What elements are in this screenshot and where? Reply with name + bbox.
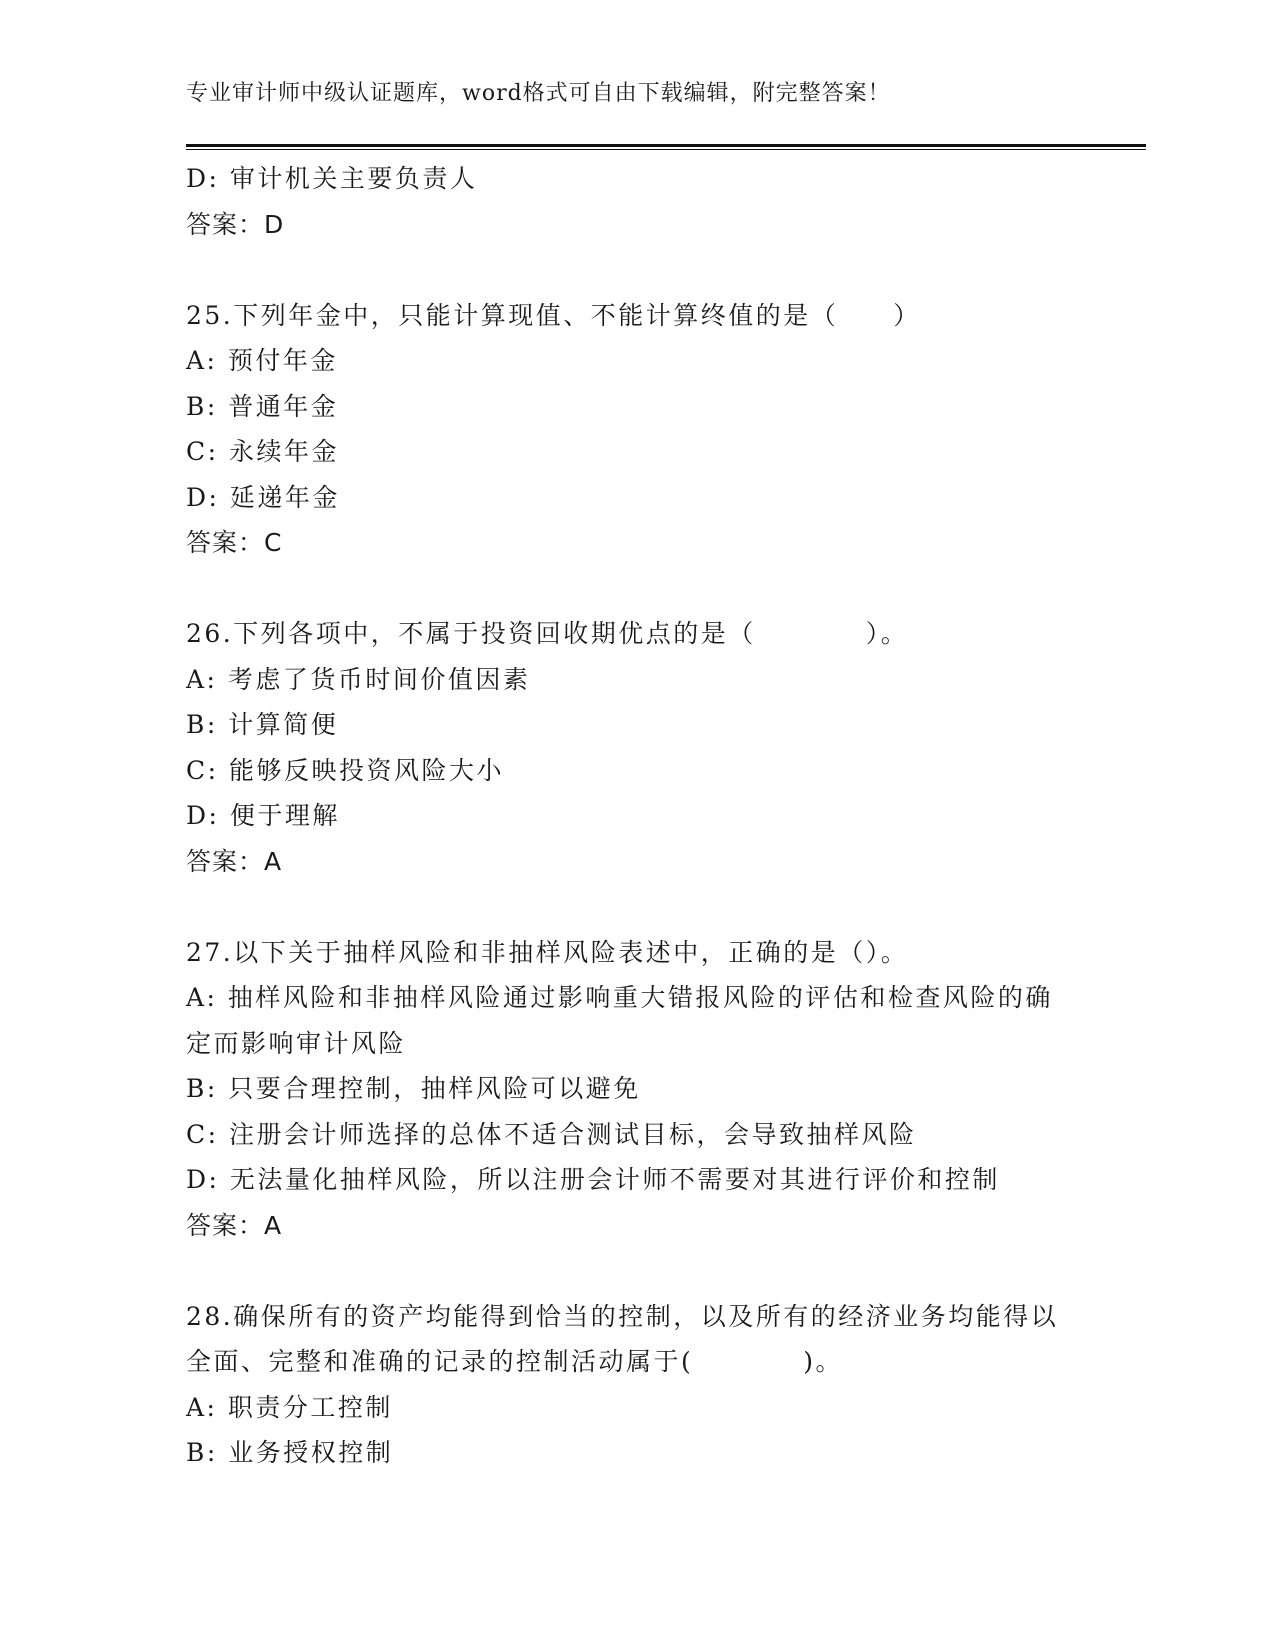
spacer xyxy=(186,884,1146,930)
question-25-option-a: A: 预付年金 xyxy=(186,346,338,375)
question-27-option-b: B: 只要合理控制，抽样风险可以避免 xyxy=(186,1074,641,1103)
question-28-option-b: B: 业务授权控制 xyxy=(186,1438,394,1467)
question-27-stem: 27.以下关于抽样风险和非抽样风险表述中，正确的是（）。 xyxy=(186,937,909,967)
question-25-option-b: B: 普通年金 xyxy=(186,391,339,421)
page-header: 专业审计师中级认证题库，word格式可自由下载编辑，附完整答案！ xyxy=(186,81,891,106)
question-25-option-d: D: 延递年金 xyxy=(186,482,340,512)
question-25-answer: 答案：C xyxy=(186,528,283,557)
spacer xyxy=(186,1248,1146,1294)
question-28-stem: 28.确保所有的资产均能得到恰当的控制，以及所有的经济业务均能得以全面、完整和准确的记录的控制活动属于( )。 xyxy=(186,1301,1059,1376)
question-27-answer: 答案：A xyxy=(186,1210,283,1240)
header-rule-thick xyxy=(186,144,1146,147)
question-27-option-c: C: 注册会计师选择的总体不适合测试目标，会导致抽样风险 xyxy=(186,1119,917,1149)
spacer xyxy=(186,247,1146,293)
question-content xyxy=(186,156,1146,1476)
question-25-stem: 25.下列年金中，只能计算现值、不能计算终值的是（ ） xyxy=(186,300,921,330)
spacer xyxy=(186,566,1146,612)
header-rule-thin xyxy=(186,149,1146,150)
question-27-option-a: A: 抽样风险和非抽样风险通过影响重大错报风险的评估和检查风险的确定而影响审计风险 xyxy=(186,983,1053,1058)
question-26-option-b: B: 计算简便 xyxy=(186,710,339,739)
prev-option-d: D: 审计机关主要负责人 xyxy=(186,164,478,193)
question-26-answer: 答案：A xyxy=(186,846,283,876)
question-26-option-a: A: 考虑了货币时间价值因素 xyxy=(186,664,531,694)
question-28-option-a: A: 职责分工控制 xyxy=(186,1392,393,1422)
question-25-option-c: C: 永续年金 xyxy=(186,437,339,466)
prev-answer: 答案：D xyxy=(186,209,285,239)
question-26-option-c: C: 能够反映投资风险大小 xyxy=(186,755,504,785)
question-26-stem: 26.下列各项中，不属于投资回收期优点的是（ ）。 xyxy=(186,619,909,648)
question-26-option-d: D: 便于理解 xyxy=(186,801,340,830)
question-27-option-d: D: 无法量化抽样风险，所以注册会计师不需要对其进行评价和控制 xyxy=(186,1165,1000,1194)
